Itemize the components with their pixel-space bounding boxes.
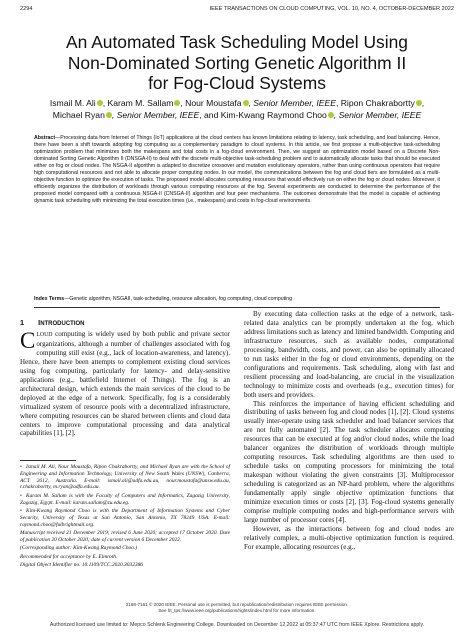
- journal-name: IEEE TRANSACTIONS ON CLOUD COMPUTING, VOL. 10, NO. 4, OCTOBER-DECEMBER 2022: [209, 6, 454, 12]
- section-number: 1: [20, 318, 25, 327]
- page-number: 2294: [20, 6, 33, 12]
- paper-title: [10, 32, 464, 94]
- footnotes: [20, 464, 230, 570]
- license-footer: Authorized licensed use limited to: Mepco Schlenk Engineering College. Downloaded on December 12,2022 at 05:37:47 UTC from IEEE Xplore. Restrictions apply.: [49, 622, 425, 628]
- author-line-1: Ismail M. Ali , Karam M. Sallam , Nour Moustafa , Senior Member, IEEE, Ripon Chakrabortty ,: [49, 98, 425, 108]
- index-terms-label: Index Terms: [34, 296, 65, 302]
- copyright-line: See ht_tps://www.ieee.org/publications/rights/index.html for more information.: [158, 607, 316, 613]
- abstract: [34, 135, 440, 205]
- doi: Digital Object Identifier no. 10.1109/TCC.2020.3032386: [20, 561, 143, 568]
- left-column: [20, 330, 230, 438]
- author-name: , Ripon Chakrabortty: [335, 98, 415, 108]
- drop-cap: C: [20, 328, 36, 353]
- index-terms-text: —Genetic algorithm, NSGAII, task-scheduling, resource allocation, fog computing, cloud computing: [64, 296, 292, 302]
- manuscript-info: Manuscript received 21 December 2019; revised 6 June 2020; accepted 17 October 2020. Date of publication 20 October 2020; date of current version 6 December 2022.: [20, 529, 230, 543]
- title-line: An Automated Task Scheduling Model Using: [66, 32, 408, 52]
- footnote-text: Kim-Kwang Raymond Choo is with the Department of Information Systems and Cyber Security, University of Texas at San Antonio, San Antonio, TX 78249 USA. E-mail: raymond.choo@fulbrightmail.org.: [20, 507, 230, 528]
- section-heading: [20, 318, 85, 327]
- corresponding-author: (Corresponding author: Kim-Kwang Raymond Choo.): [20, 545, 138, 552]
- author-role: , Senior Member, IEEE: [248, 98, 336, 108]
- copyright-line: 2168-7161 © 2020 IEEE. Personal use is permitted, but republication/redistribution requires IEEE permission.: [125, 602, 349, 607]
- small-caps-word: LOUD: [36, 332, 53, 338]
- abstract-text: —Processing data from Internet of Things (IoT) applications at the cloud centers has known limitations relating to latency, task scheduling, and load balancing. Hence, there have been a shift towards adopting fog computing as a complementary paradigm to cloud systems. In this article, we first propose a multi-objective task-scheduling optimization problem that minimizes both the makespans and total costs in a fog-cloud environment. Then, we suggest an optimization model based on a Discrete Non-dominated Sorting Genetic Algorithm II (DNSGA-II) to deal with the discrete multi-objective task-scheduling problem and to automatically allocate tasks that should be executed either on fog or cloud nodes. The NSGA-II algorithm is adapted to discretize crossover and mutation evolutionary operators, rather than using continuous operators that require high computational resources and not able to allocate proper computing nodes. In our model, the communications between the fog and cloud tiers are formulated as a multi-objective function to optimize the execution of tasks. The proposed model allocates computing resources that would effectively run on either the fog or cloud nodes. Moreover, it efficiently organizes the distribution of workloads through various computing resources at the fog. Several experiments are conducted to determine the performance of the proposed model compared with a continuous NSGA-II (CNSGA-II) algorithm and four peer mechanisms. The outcomes demonstrate that the model is capable of achieving dynamic task scheduling with minimizing the total execution times (i.e., makespans) and costs in fog-cloud environments.: [34, 135, 440, 204]
- index-terms: [34, 296, 440, 303]
- title-line: Non-Dominated Sorting Genetic Algorithm II: [67, 52, 407, 73]
- author-role: , Senior Member, IEEE: [333, 110, 422, 120]
- section-title-rest: NTRODUCTION: [40, 321, 85, 327]
- right-column: [244, 310, 454, 552]
- author-name: , Karam M. Sallam: [102, 98, 174, 108]
- footnote-text: Karam M. Sallam is with the Faculty of Computers and Informatics, Zagazig University, Zagazig, Egypt. E-mail: karam.sallam@zu.edu.eg.: [20, 492, 230, 506]
- copyright-notice: [20, 602, 454, 614]
- author-name: Ismail M. Ali: [49, 98, 96, 108]
- paragraph: However, as the interactions between fog and cloud nodes are relatively complex, a multi-objective optimization function is required. For example, allocating resources (e.g.,: [244, 524, 454, 551]
- footnote-rule: [20, 460, 76, 461]
- author-line-2: [10, 109, 464, 121]
- footnote: • Kim-Kwang Raymond Choo is with the Department of Information Systems and Cyber Security, University of Texas at San Antonio, San Antonio, TX 78249 USA. E-mail: raymond.choo@fulbrightmail.org.: [20, 507, 230, 528]
- recommended-by: Recommended for acceptance by E. Elmroth.: [20, 553, 118, 560]
- paragraph: This reinforces the importance of having efficient scheduling and distributing of tasks between fog and cloud nodes [1], [2]. Cloud systems usually inter-operate using task scheduler and load balancer services that are not fully automated [2]. The task scheduler allocates computing resources that can be executed at fog and/or cloud nodes, while the load balancer organizes the distribution of workloads through multiple computing resources. Task scheduling algorithms are then used to schedule tasks on computing processors for minimizing the total makespan without violating the given constraints [3]. Multiprocessor scheduling is categorized as an NP-hard problem, where the algorithms fundamentally apply single objective optimization functions that minimize execution times or costs [2], [3]. Fog-cloud systems generally comprise multiple computing nodes and high-performance servers with large number of processor cores [4].: [244, 399, 454, 524]
- paragraph: [20, 330, 230, 438]
- paragraph: By executing data collection tasks at the edge of a network, task-related data analytics can be promptly undertaken at the fog, which address limitations such as latency and limited bandwidth. Computing and infrastructure resources, such as available nodes, computational processing, bandwidth, costs, and power, can also be optimally allocated to run tasks either in the fog or cloud environments, depending on the configurations and requirements. Task scheduling, along with fast and resilient processing and load-balancing, are crucial in the visualization technology to minimize costs and overheads (e.g., execution times) for both users and providers.: [244, 310, 454, 399]
- running-header: [20, 6, 454, 16]
- section-title-initial: I: [38, 318, 41, 327]
- footnote: • Ismail M. Ali, Nour Moustafa, Ripon Chakrabortty, and Michael Ryan are with the School of Engineering and Information Technology, University of New South Wales (UNSW), Canberra, ACT 2612, Australia. E-mail: ismail.ali@adfa.edu.au, nour.moustafa@unsw.edu.au, r.chakrabortty, m.ryan@adfa.edu.au.: [20, 464, 230, 491]
- author-name: , and Kim-Kwang Raymond Choo: [199, 110, 327, 120]
- abstract-label: Abstract: [34, 135, 56, 141]
- author-list: [10, 97, 464, 121]
- author-role: , Senior Member, IEEE: [111, 110, 200, 120]
- footnote-text: Ismail M. Ali, Nour Moustafa, Ripon Chakrabortty, and Michael Ryan are with the School of Engineering and Information Technology, University of New South Wales (UNSW), Canberra, ACT 2612, Australia. E-mail: ismail.ali@adfa.edu.au, nour.moustafa@unsw.edu.au, r.chakrabortty, m.ryan@adfa.edu.au.: [20, 464, 230, 491]
- author-name: , Nour Moustafa: [180, 98, 242, 108]
- footnote: • Karam M. Sallam is with the Faculty of Computers and Informatics, Zagazig University, Zagazig, Egypt. E-mail: karam.sallam@zu.edu.eg.: [20, 492, 230, 506]
- orcid-icon[interactable]: [416, 100, 422, 106]
- author-name: Michael Ryan: [52, 110, 105, 120]
- title-line: for Fog-Cloud Systems: [148, 73, 326, 93]
- paragraph-text: computing is widely used by both public and private sector organizations, although a number of challenges associated with fog computing still exist (e.g., lack of location-awareness, and latency). Hence, there have been attempts to complement existing cloud services using fog computing, particularly for latency- and delay-sensitive applications (e.g., battlefield Internet of Things). The fog is an architectural design, which extends the main services of the cloud to be deployed at the edge of a network. Specifically, fog is a considerably virtualized system of resource pools with a decentralized infrastructure, where computing resources can be shared between clients and cloud data centers to improve computational processing and data analytical capabilities [1], [2].: [20, 330, 230, 438]
- divider: [34, 307, 440, 308]
